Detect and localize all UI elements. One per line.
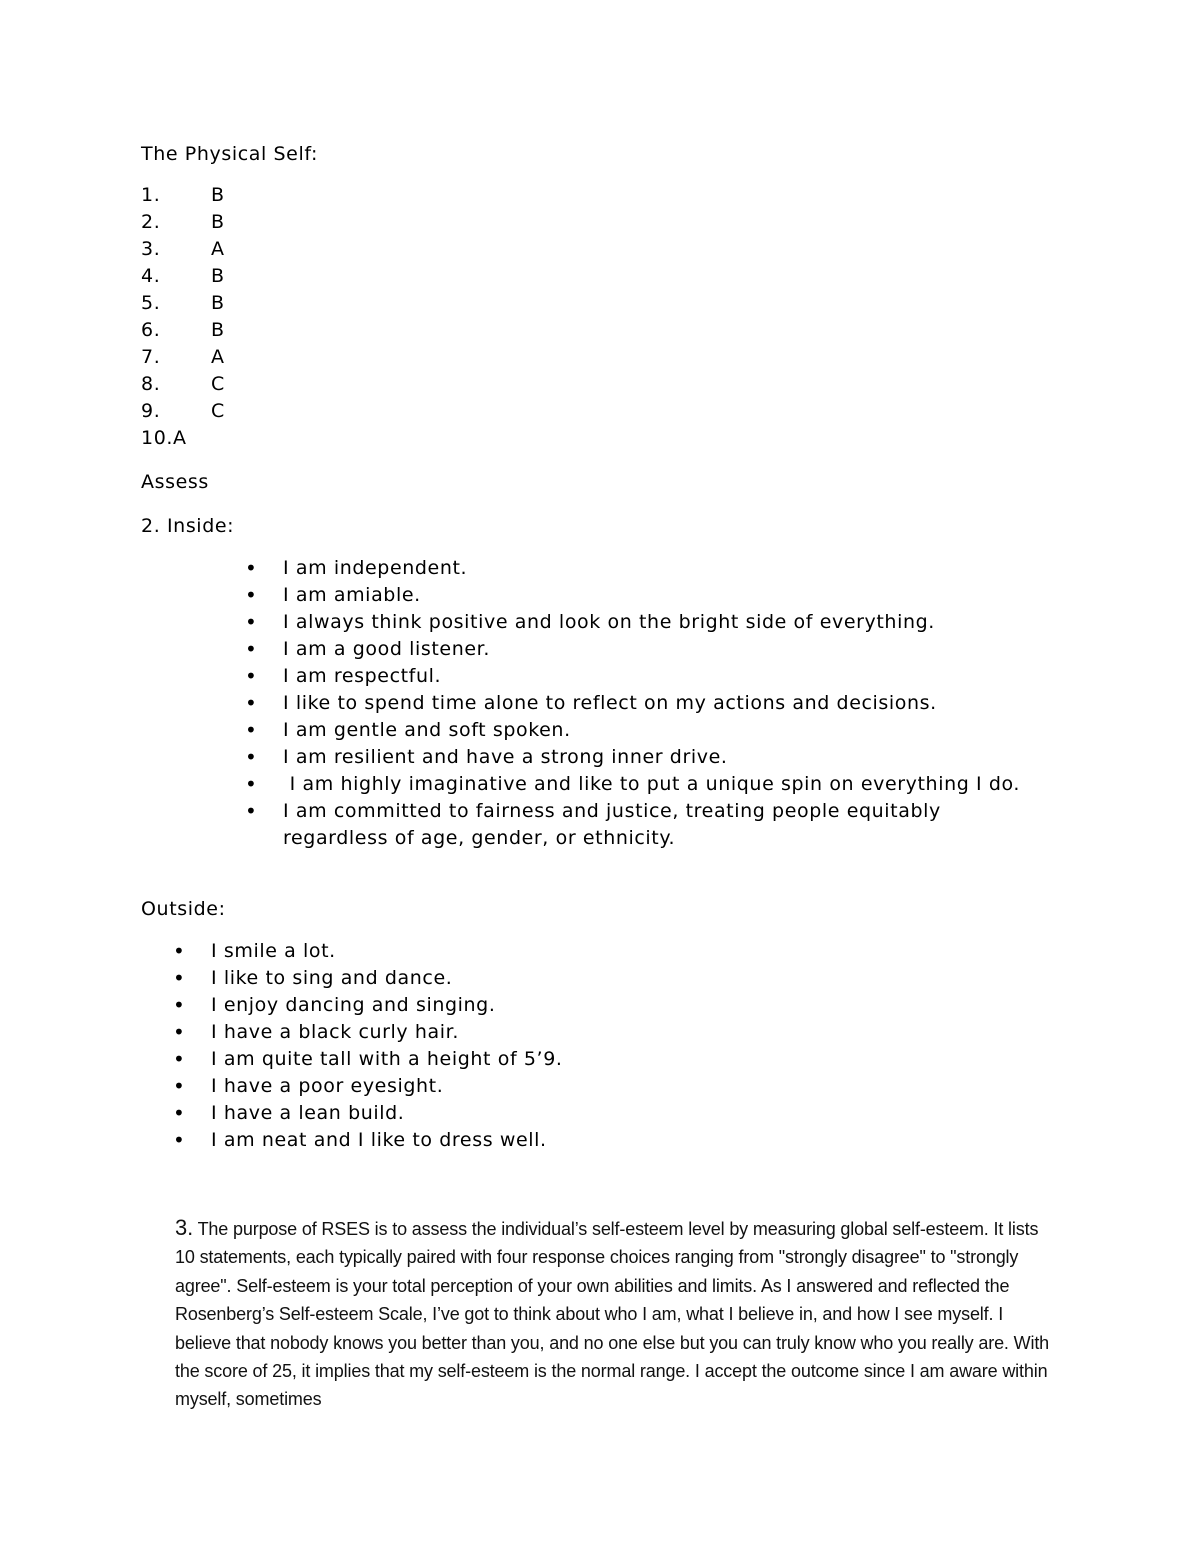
answer-letter: A bbox=[211, 346, 225, 368]
answer-letter: B bbox=[211, 184, 225, 206]
list-item: • I have a black curly hair. bbox=[173, 1020, 459, 1044]
answer-letter: C bbox=[211, 400, 225, 422]
rses-number: 3. bbox=[175, 1215, 194, 1240]
bullet-icon: • bbox=[245, 610, 258, 634]
answer-item: 8. C bbox=[141, 371, 211, 398]
answer-item: 5. B bbox=[141, 290, 211, 317]
list-item: • I always think positive and look on the bright side of everything. bbox=[245, 610, 935, 634]
list-item: • I smile a lot. bbox=[173, 939, 336, 963]
answer-letter: C bbox=[211, 373, 225, 395]
answer-item: 4. B bbox=[141, 263, 211, 290]
answer-item: 3. A bbox=[141, 236, 211, 263]
assess-heading: Assess bbox=[141, 471, 209, 493]
list-item: • I like to spend time alone to reflect on my actions and decisions. bbox=[245, 691, 937, 715]
bullet-icon: • bbox=[173, 993, 186, 1017]
outside-heading: Outside: bbox=[141, 898, 226, 920]
list-item: • I am amiable. bbox=[245, 583, 421, 607]
answer-item: 2. B bbox=[141, 209, 211, 236]
answer-letter: B bbox=[211, 319, 225, 341]
physical-self-answer-list bbox=[141, 182, 225, 452]
answer-item: 6. B bbox=[141, 317, 211, 344]
bullet-icon: • bbox=[173, 1128, 186, 1152]
bullet-icon: • bbox=[173, 966, 186, 990]
bullet-icon: • bbox=[245, 664, 258, 688]
physical-self-heading: The Physical Self: bbox=[141, 143, 318, 165]
answer-item: 10.A bbox=[141, 427, 187, 449]
bullet-icon: • bbox=[245, 556, 258, 580]
list-item: • I am resilient and have a strong inner drive. bbox=[245, 745, 728, 769]
outside-trait-list bbox=[173, 938, 1011, 1154]
list-item: • I have a lean build. bbox=[173, 1101, 405, 1125]
bullet-icon: • bbox=[245, 799, 258, 823]
list-item: • I am quite tall with a height of 5’9. bbox=[173, 1047, 563, 1071]
list-item: • I am gentle and soft spoken. bbox=[245, 718, 571, 742]
inside-trait-list bbox=[245, 555, 1043, 852]
answer-letter: A bbox=[211, 238, 225, 260]
list-item: • I am committed to fairness and justice, treating people equitably regardless of age, gender, or ethnicity. bbox=[245, 799, 941, 849]
answer-letter: B bbox=[211, 265, 225, 287]
list-item: • I am a good listener. bbox=[245, 637, 490, 661]
bullet-icon: • bbox=[245, 718, 258, 742]
inside-heading: 2. Inside: bbox=[141, 515, 235, 537]
bullet-icon: • bbox=[245, 772, 258, 796]
bullet-icon: • bbox=[173, 939, 186, 963]
rses-text: The purpose of RSES is to assess the individual’s self-esteem level by measuring global self-esteem. It lists 10 statements, each typically paired with four response choices ranging from "strongly disagree" to "strongly agree". Self-esteem is your total perception of your own abilities and limits. As I answered and reflected the Rosenberg’s Self-esteem Scale, I’ve got to think about who I am, what I believe in, and how I see myself. I believe that nobody knows you better than you, and no one else but you can truly know who you really are. With the score of 25, it implies that my self-esteem is the normal range. I accept the outcome since I am aware within myself, sometimes bbox=[175, 1219, 1050, 1410]
bullet-icon: • bbox=[173, 1020, 186, 1044]
bullet-icon: • bbox=[245, 691, 258, 715]
bullet-icon: • bbox=[245, 637, 258, 661]
answer-item: 1. B bbox=[141, 182, 211, 209]
list-item: • I am highly imaginative and like to put a unique spin on everything I do. bbox=[245, 772, 1021, 796]
list-item: • I like to sing and dance. bbox=[173, 966, 453, 990]
bullet-icon: • bbox=[173, 1074, 186, 1098]
bullet-icon: • bbox=[173, 1101, 186, 1125]
rses-paragraph bbox=[175, 1214, 1055, 1414]
list-item: • I enjoy dancing and singing. bbox=[173, 993, 496, 1017]
answer-letter: A bbox=[173, 427, 187, 449]
answer-letter: B bbox=[211, 292, 225, 314]
answer-item: 7. A bbox=[141, 344, 211, 371]
list-item: • I am neat and I like to dress well. bbox=[173, 1128, 547, 1152]
answer-item: 9. C bbox=[141, 398, 211, 425]
bullet-icon: • bbox=[245, 745, 258, 769]
list-item: • I am respectful. bbox=[245, 664, 442, 688]
answer-letter: B bbox=[211, 211, 225, 233]
bullet-icon: • bbox=[173, 1047, 186, 1071]
list-item: • I am independent. bbox=[245, 556, 468, 580]
bullet-icon: • bbox=[245, 583, 258, 607]
list-item: • I have a poor eyesight. bbox=[173, 1074, 444, 1098]
